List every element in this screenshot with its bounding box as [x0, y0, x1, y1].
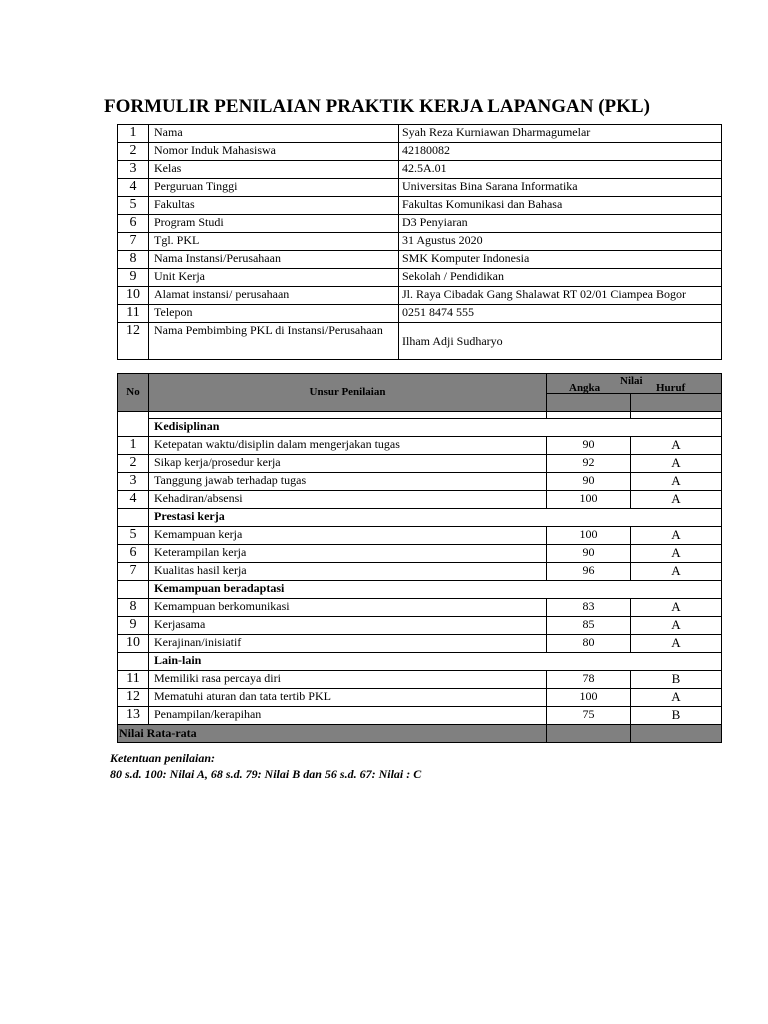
score-angka: 90	[547, 473, 631, 491]
score-huruf: B	[631, 671, 722, 689]
score-row-number: 5	[118, 527, 149, 545]
info-row	[118, 179, 722, 197]
score-huruf: A	[631, 491, 722, 509]
score-angka: 90	[547, 437, 631, 455]
score-row-label: Kehadiran/absensi	[149, 491, 547, 509]
score-row-number: 12	[118, 689, 149, 707]
category-row	[118, 581, 722, 599]
info-row-number: 4	[118, 179, 149, 197]
info-row-value: Sekolah / Pendidikan	[399, 269, 722, 287]
score-row-label: Tanggung jawab terhadap tugas	[149, 473, 547, 491]
category-row	[118, 653, 722, 671]
score-huruf: A	[631, 617, 722, 635]
info-row-label: Kelas	[149, 161, 399, 179]
info-row-label: Nama Instansi/Perusahaan	[149, 251, 399, 269]
average-huruf	[631, 725, 722, 743]
info-row-label: Unit Kerja	[149, 269, 399, 287]
score-row-label: Ketepatan waktu/disiplin dalam mengerjakan tugas	[149, 437, 547, 455]
notes-heading: Ketentuan penilaian:	[110, 751, 216, 765]
score-row-label: Kerajinan/inisiatif	[149, 635, 547, 653]
score-huruf: A	[631, 599, 722, 617]
score-row-number: 9	[118, 617, 149, 635]
identity-table	[117, 124, 722, 360]
score-row-label: Mematuhi aturan dan tata tertib PKL	[149, 689, 547, 707]
score-angka: 100	[547, 689, 631, 707]
score-row	[118, 437, 722, 455]
average-row	[118, 725, 722, 743]
average-label: Nilai Rata-rata	[118, 725, 547, 743]
score-row-number: 13	[118, 707, 149, 725]
score-row-number: 10	[118, 635, 149, 653]
info-row-label: Alamat instansi/ perusahaan	[149, 287, 399, 305]
info-row	[118, 287, 722, 305]
score-row	[118, 617, 722, 635]
score-huruf: A	[631, 473, 722, 491]
info-row	[118, 233, 722, 251]
info-row-label: Nama Pembimbing PKL di Instansi/Perusahaan	[149, 323, 399, 360]
info-row	[118, 197, 722, 215]
category-row	[118, 419, 722, 437]
score-huruf: A	[631, 635, 722, 653]
category-number-cell	[118, 653, 149, 671]
spacer-cell	[149, 412, 547, 419]
score-row-label: Memiliki rasa percaya diri	[149, 671, 547, 689]
spacer-cell	[547, 412, 631, 419]
score-row-number: 7	[118, 563, 149, 581]
category-label: Kedisiplinan	[149, 419, 722, 437]
score-row	[118, 491, 722, 509]
score-row	[118, 473, 722, 491]
score-huruf: A	[631, 455, 722, 473]
category-label: Lain-lain	[149, 653, 722, 671]
category-number-cell	[118, 581, 149, 599]
score-row	[118, 635, 722, 653]
score-angka: 75	[547, 707, 631, 725]
info-row-value: Syah Reza Kurniawan Dharmagumelar	[399, 125, 722, 143]
score-row	[118, 671, 722, 689]
info-row-number: 7	[118, 233, 149, 251]
score-table	[117, 373, 722, 743]
score-angka: 100	[547, 491, 631, 509]
info-row-number: 11	[118, 305, 149, 323]
header-unsur: Unsur Penilaian	[149, 374, 547, 412]
info-row-value: Universitas Bina Sarana Informatika	[399, 179, 722, 197]
header-huruf: Huruf	[656, 382, 686, 394]
info-row	[118, 323, 722, 360]
score-angka: 85	[547, 617, 631, 635]
info-row	[118, 305, 722, 323]
score-row-label: Sikap kerja/prosedur kerja	[149, 455, 547, 473]
category-number-cell	[118, 419, 149, 437]
info-row-value: 0251 8474 555	[399, 305, 722, 323]
info-row	[118, 269, 722, 287]
category-label: Kemampuan beradaptasi	[149, 581, 722, 599]
score-huruf: A	[631, 545, 722, 563]
score-huruf: B	[631, 707, 722, 725]
info-row-value: D3 Penyiaran	[399, 215, 722, 233]
info-row-value: 42180082	[399, 143, 722, 161]
score-row-number: 8	[118, 599, 149, 617]
score-row	[118, 599, 722, 617]
info-row-value: SMK Komputer Indonesia	[399, 251, 722, 269]
score-row	[118, 455, 722, 473]
score-row-number: 2	[118, 455, 149, 473]
score-row-label: Penampilan/kerapihan	[149, 707, 547, 725]
score-row	[118, 563, 722, 581]
category-row	[118, 509, 722, 527]
info-row-number: 2	[118, 143, 149, 161]
score-angka: 80	[547, 635, 631, 653]
score-row-label: Kemampuan kerja	[149, 527, 547, 545]
spacer-cell	[118, 412, 149, 419]
info-row-number: 5	[118, 197, 149, 215]
header-no: No	[118, 374, 149, 412]
info-row-label: Nama	[149, 125, 399, 143]
score-row-number: 11	[118, 671, 149, 689]
info-row-label: Tgl. PKL	[149, 233, 399, 251]
score-row	[118, 527, 722, 545]
info-row	[118, 125, 722, 143]
info-row	[118, 143, 722, 161]
header-nilai-group	[547, 374, 722, 394]
score-huruf: A	[631, 689, 722, 707]
score-huruf: A	[631, 527, 722, 545]
score-angka: 83	[547, 599, 631, 617]
info-row-value: Jl. Raya Cibadak Gang Shalawat RT 02/01 Ciampea Bogor	[399, 287, 722, 305]
score-angka: 96	[547, 563, 631, 581]
info-row-label: Telepon	[149, 305, 399, 323]
info-row-value: Ilham Adji Sudharyo	[399, 323, 722, 360]
score-row-label: Kualitas hasil kerja	[149, 563, 547, 581]
score-angka: 78	[547, 671, 631, 689]
score-row-number: 4	[118, 491, 149, 509]
score-huruf: A	[631, 563, 722, 581]
header-nilai: Nilai	[620, 375, 643, 387]
info-row-value: 42.5A.01	[399, 161, 722, 179]
info-row	[118, 215, 722, 233]
category-label: Prestasi kerja	[149, 509, 722, 527]
info-row	[118, 251, 722, 269]
score-row-label: Keterampilan kerja	[149, 545, 547, 563]
category-number-cell	[118, 509, 149, 527]
score-row-number: 6	[118, 545, 149, 563]
info-row-label: Nomor Induk Mahasiswa	[149, 143, 399, 161]
score-angka: 100	[547, 527, 631, 545]
header-angka-cell	[547, 394, 631, 412]
info-row-value: 31 Agustus 2020	[399, 233, 722, 251]
average-angka	[547, 725, 631, 743]
score-huruf: A	[631, 437, 722, 455]
page-title: FORMULIR PENILAIAN PRAKTIK KERJA LAPANGAN (PKL)	[104, 96, 650, 117]
info-row-number: 3	[118, 161, 149, 179]
info-row-number: 6	[118, 215, 149, 233]
info-row-label: Program Studi	[149, 215, 399, 233]
info-row-number: 9	[118, 269, 149, 287]
header-angka: Angka	[569, 382, 601, 394]
score-angka: 92	[547, 455, 631, 473]
info-row	[118, 161, 722, 179]
info-row-value: Fakultas Komunikasi dan Bahasa	[399, 197, 722, 215]
info-row-number: 12	[118, 323, 149, 360]
header-huruf-cell	[631, 394, 722, 412]
info-row-number: 8	[118, 251, 149, 269]
score-row	[118, 689, 722, 707]
score-row	[118, 545, 722, 563]
info-row-label: Perguruan Tinggi	[149, 179, 399, 197]
info-row-number: 10	[118, 287, 149, 305]
info-row-label: Fakultas	[149, 197, 399, 215]
notes-rule: 80 s.d. 100: Nilai A, 68 s.d. 79: Nilai B dan 56 s.d. 67: Nilai : C	[110, 767, 422, 781]
score-row-number: 3	[118, 473, 149, 491]
spacer-cell	[631, 412, 722, 419]
grading-notes	[110, 750, 421, 782]
score-row-number: 1	[118, 437, 149, 455]
score-row-label: Kerjasama	[149, 617, 547, 635]
score-row	[118, 707, 722, 725]
info-row-number: 1	[118, 125, 149, 143]
score-row-label: Kemampuan berkomunikasi	[149, 599, 547, 617]
score-angka: 90	[547, 545, 631, 563]
